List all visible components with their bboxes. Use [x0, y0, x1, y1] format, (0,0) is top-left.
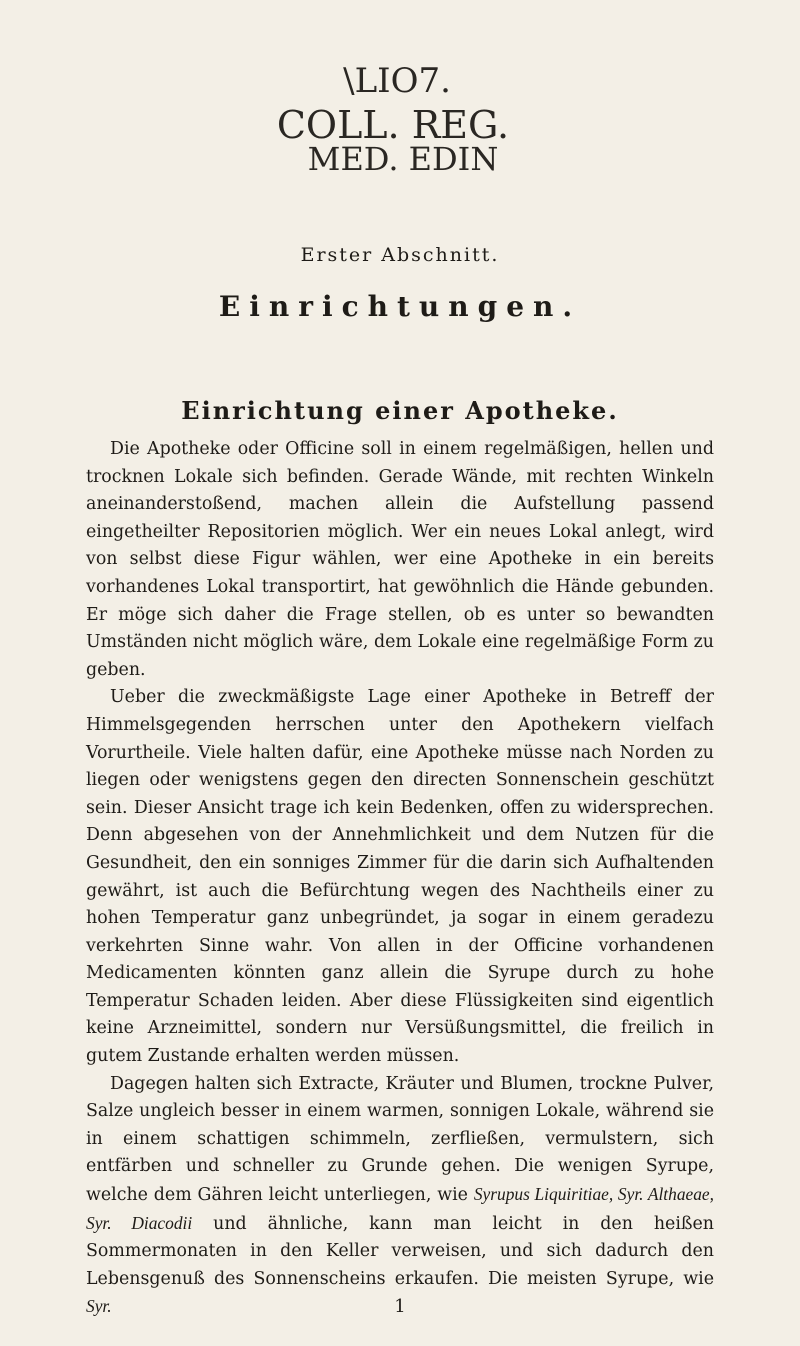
body-text	[86, 436, 714, 1322]
stamp-line-3: MED. EDIN	[307, 140, 499, 175]
section-label: Erster Abschnitt.	[300, 244, 500, 266]
paragraph	[86, 684, 714, 1070]
paragraph-text: Ueber die zweckmäßigste Lage einer Apotheke in Betreff der Himmelsgegenden herrschen unter den Apothekern vielfach Vorurtheile. Viele halten dafür, eine Apotheke müsse nach Norden zu liegen oder wenigstens gegen den directen Sonnenschein geschützt sein. Dieser Ansicht trage ich kein Bedenken, offen zu widersprechen. Denn abgesehen von der Annehmlichkeit und dem Nutzen für die Gesundheit, den ein sonniges Zimmer für die darin sich Aufhaltenden gewährt, ist auch die Befürchtung wegen des Nachtheils einer zu hohen Temperatur ganz unbegründet, ja sogar in einem geradezu verkehrten Sinne wahr. Von allen in der Officine vorhandenen Medicamenten könnten ganz allein die Syrupe durch zu hohe Temperatur Schaden leiden. Aber diese Flüssigkeiten sind eigentlich keine Arzneimittel, sondern nur Versüßungsmittel, die freilich in gutem Zustande erhalten werden müssen.	[86, 687, 714, 1067]
stamp-graphic	[275, 40, 535, 175]
paragraph-text: Die Apotheke oder Officine soll in einem regelmäßigen, hellen und trocknen Lokale sich befinden. Gerade Wände, mit rechten Winkeln aneinanderstoßend, machen allein die Aufstellung passend eingetheilter Repositorien möglich. Wer ein neues Lokal anlegt, wird von selbst diese Figur wählen, wer eine Apotheke in ein bereits vorhandenes Lokal transportirt, hat gewöhnlich die Hände gebunden. Er möge sich daher die Frage stellen, ob es unter so bewandten Umständen nicht möglich wäre, dem Lokale eine regelmäßige Form zu geben.	[86, 439, 714, 680]
stamp-line-1: \LIO7.	[343, 61, 451, 101]
latin-syrup-names: Syrupus Liquiritiae, Syr. Althaeae, Syr. Diacodii	[86, 1184, 715, 1233]
chapter-title: Einrichtungen.	[218, 290, 582, 323]
stamp-line-2: COLL. REG.	[276, 103, 510, 147]
page-number: 1	[394, 1296, 406, 1317]
sub-title: Einrichtung einer Apotheke.	[181, 396, 619, 425]
latin-syrup-abbrev: Syr.	[86, 1296, 112, 1317]
paragraph-text: Dagegen halten sich Extracte, Kräuter und Blumen, trockne Pulver, Salze ungleich besser in einem warmen, sonnigen Lokale, während sie in einem schattigen schimmeln, zerfließen, vermulstern, sich entfärben und schneller zu Grunde gehen. Die wenigen Syrupe, welche dem Gähren leicht unterliegen, wie	[86, 1073, 714, 1206]
paragraph	[86, 436, 714, 684]
paragraph	[86, 1071, 714, 1322]
library-stamp	[275, 40, 535, 175]
paragraph-text: und ähnliche, kann man leicht in den heißen Sommermonaten in den Keller verweisen, und sich dadurch den Lebensgenuß des Sonnenscheins erkaufen. Die meisten Syrupe, wie	[86, 1213, 714, 1289]
